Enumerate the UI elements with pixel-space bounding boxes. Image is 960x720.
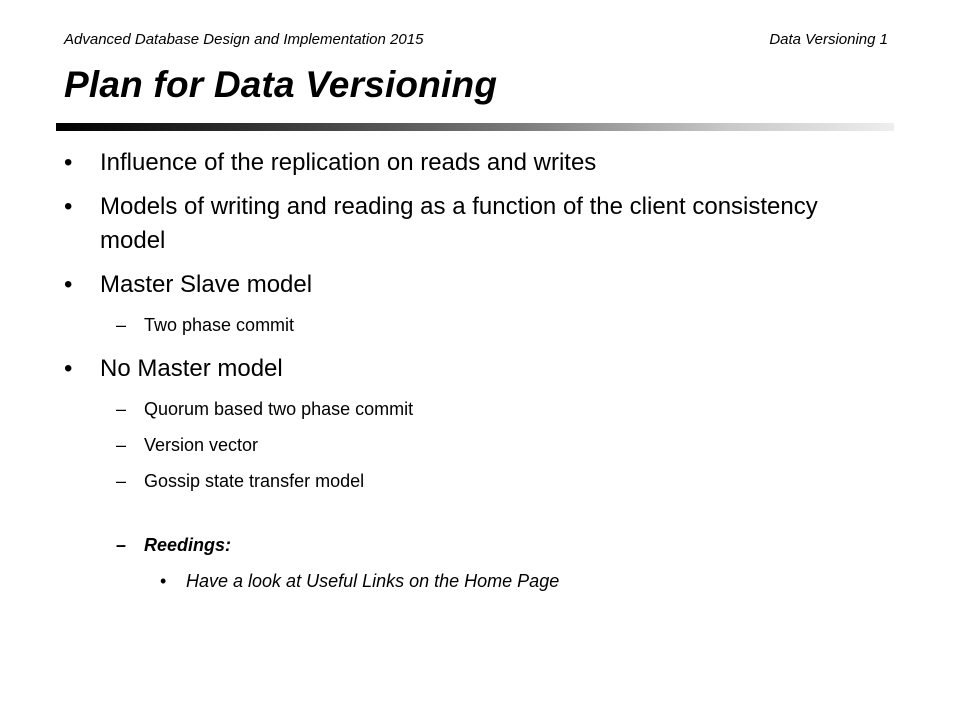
- dash-marker: –: [116, 399, 127, 419]
- bullet-replication-influence: [64, 146, 884, 180]
- readings-item: [64, 568, 884, 594]
- readings-label: Reedings:: [144, 535, 232, 555]
- sub-bullet-quorum: [64, 396, 884, 422]
- bullet-marker: •: [64, 193, 73, 220]
- sub-bullet-version-vector: [64, 432, 884, 458]
- bullet-marker: •: [64, 355, 73, 382]
- sub-bullet-text: Gossip state transfer model: [144, 471, 365, 491]
- dash-marker: –: [116, 471, 127, 491]
- sub-bullet-two-phase-commit: [64, 312, 884, 338]
- slide-content: [64, 146, 884, 604]
- course-header: Advanced Database Design and Implementation 2015: [64, 31, 424, 48]
- bullet-text: Models of writing and reading as a function of the client consistency model: [100, 193, 818, 254]
- dash-marker: –: [116, 435, 127, 455]
- bullet-no-master: [64, 352, 884, 386]
- bullet-marker: •: [160, 571, 167, 591]
- bullet-master-slave: [64, 268, 884, 302]
- bullet-text: Master Slave model: [100, 271, 313, 298]
- title-gradient-rule: [56, 123, 894, 131]
- sub-bullet-gossip: [64, 468, 884, 494]
- sub-bullet-text: Two phase commit: [144, 315, 295, 335]
- sub-bullet-text: Version vector: [144, 435, 259, 455]
- bullet-marker: •: [64, 149, 73, 176]
- dash-marker: –: [116, 315, 127, 335]
- sub-bullet-text: Quorum based two phase commit: [144, 399, 414, 419]
- slide-number-label: Data Versioning 1: [769, 31, 888, 48]
- readings-heading: [64, 532, 884, 558]
- bullet-text: No Master model: [100, 355, 283, 382]
- dash-marker: –: [116, 535, 127, 555]
- bullet-text: Influence of the replication on reads and writes: [100, 149, 597, 176]
- readings-item-text: Have a look at Useful Links on the Home Page: [186, 571, 560, 591]
- bullet-marker: •: [64, 271, 73, 298]
- slide-title: Plan for Data Versioning: [64, 64, 498, 105]
- bullet-consistency-models: [64, 190, 884, 258]
